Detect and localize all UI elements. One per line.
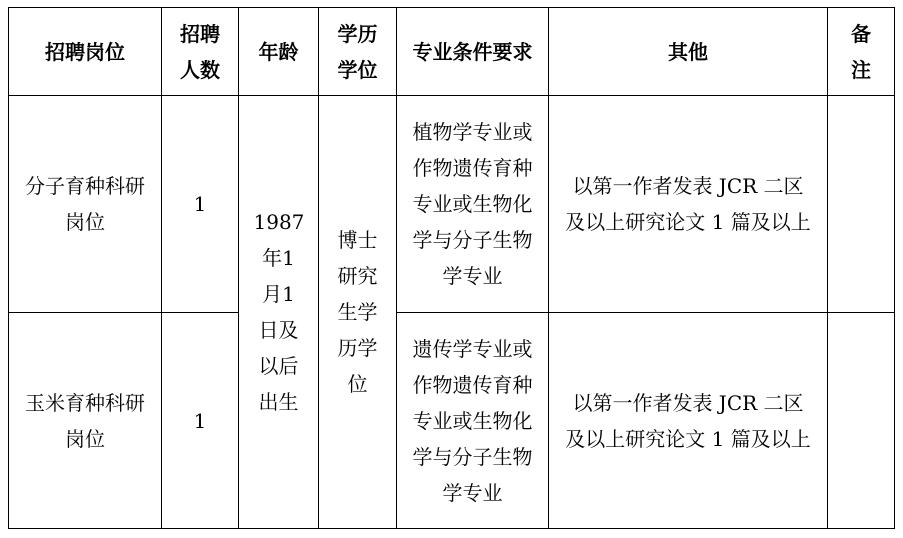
cell-count: 1 [162, 96, 239, 313]
header-other: 其他 [549, 8, 828, 96]
cell-count: 1 [162, 313, 239, 529]
cell-other: 以第一作者发表 JCR 二区及以上研究论文 1 篇及以上 [549, 313, 828, 529]
table-row [9, 96, 895, 313]
header-row [9, 8, 895, 96]
cell-major: 植物学专业或作物遗传育种专业或生物化学与分子生物学专业 [397, 96, 549, 313]
header-position: 招聘岗位 [9, 8, 162, 96]
table-row [9, 313, 895, 529]
cell-other: 以第一作者发表 JCR 二区及以上研究论文 1 篇及以上 [549, 96, 828, 313]
recruitment-table [8, 7, 895, 529]
cell-remark [828, 96, 895, 313]
cell-remark [828, 313, 895, 529]
cell-education: 博士研究生学历学位 [319, 96, 397, 529]
header-major: 专业条件要求 [397, 8, 549, 96]
header-remark: 备注 [828, 8, 895, 96]
cell-position: 玉米育种科研岗位 [9, 313, 162, 529]
header-education: 学历学位 [319, 8, 397, 96]
cell-major: 遗传学专业或作物遗传育种专业或生物化学与分子生物学专业 [397, 313, 549, 529]
cell-position: 分子育种科研岗位 [9, 96, 162, 313]
header-count: 招聘人数 [162, 8, 239, 96]
header-age: 年龄 [239, 8, 319, 96]
cell-age: 1987年1月1日及以后出生 [239, 96, 319, 529]
